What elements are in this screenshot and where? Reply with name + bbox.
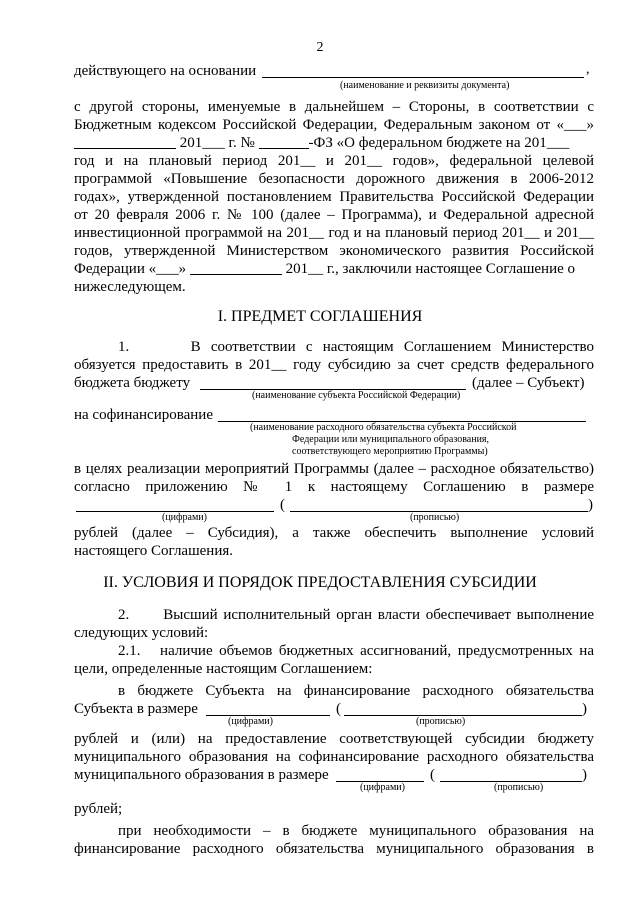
text-line: муниципального образования в размере [74,767,329,783]
text-line: программой «Повышение безопасности дорожного движения в 2006-2012 [74,171,594,187]
text-line: от 20 февраля 2006 г. № 100 (далее – Программа), и Федеральной адресной [74,207,594,223]
text-line: Бюджетным кодексом Российской Федерации, Федеральным законом от «___» [74,117,594,133]
text-line: годах», утвержденной постановлением Правительства Российской Федерации [74,189,594,205]
text-line: муниципального образования на софинансирование расходного обязательства [74,749,594,765]
text-fragment: , [586,62,590,77]
text-line: цели, определенные настоящим Соглашением: [74,661,373,677]
text-fragment: -ФЗ «О федеральном бюджете на 201___ [308,135,570,151]
blank-line [262,76,584,78]
text-line: 2. Высший исполнительный орган власти обеспечивает выполнение [118,607,594,623]
field-caption: соответствующего мероприятию Программы) [292,446,488,457]
field-caption: (наименование и реквизиты документа) [340,80,510,91]
text-fragment: ) [588,497,593,513]
text-line [74,134,594,152]
text-line: согласно приложению № 1 к настоящему Соглашению в размере [74,479,594,495]
text-line: годов, утвержденной Министерством экономического развития Российской [74,243,594,259]
text-fragment: 201__ г., заключили настоящее Соглашение о [285,261,576,277]
text-line: Субъекта в размере [74,701,198,717]
section-heading: II. УСЛОВИЯ И ПОРЯДОК ПРЕДОСТАВЛЕНИЯ СУБСИДИИ [103,574,537,591]
text-line: настоящего Соглашения. [74,543,234,559]
field-caption: (прописью) [494,782,544,793]
field-caption: (наименование субъекта Российской Федерации) [252,390,461,401]
field-caption: (прописью) [410,512,460,523]
text-fragment: действующего на основании [74,63,257,79]
text-fragment: 201___ г. № [179,135,255,151]
text-line: следующих условий: [74,625,209,641]
text-line: в целях реализации мероприятий Программы (далее – расходное обязательство) [74,461,594,477]
text-line: с другой стороны, именуемые в дальнейшем – Стороны, в соответствии с [74,99,594,115]
text-line: инвестиционной программой на 201__ год и на плановый период 201__ и 201__ [74,225,594,241]
field-caption: (прописью) [416,716,466,727]
text-line: на софинансирование [74,407,213,423]
page-number: 2 [316,40,324,55]
blank-line [190,260,282,275]
text-fragment: Федерации «___» [74,261,187,277]
text-line: обязуется предоставить в 201__ году субсидию за счет средств федерального [74,357,594,373]
text-fragment: ( [430,767,435,783]
text-line: при необходимости – в бюджете муниципального образования на [118,823,594,839]
blank-line [259,134,309,149]
text-line: 1. В соответствии с настоящим Соглашением Министерство [118,339,594,355]
field-caption: Федерации или муниципального образования, [292,434,490,445]
text-line: в бюджете Субъекта на финансирование расходного обязательства [118,683,594,699]
blank-line [74,134,176,149]
section-heading: I. ПРЕДМЕТ СОГЛАШЕНИЯ [217,308,423,325]
text-fragment: бюджета бюджету [74,375,191,391]
text-fragment: ) [582,767,587,783]
field-caption: (наименование расходного обязательства субъекта Российской [250,422,517,433]
text-fragment: ( [336,701,341,717]
text-line: рублей и (или) на предоставление соответствующей субсидии бюджету [74,731,594,747]
text-fragment: (далее – Субъект) [472,375,585,391]
text-line: рублей; [74,801,123,817]
text-fragment: ( [280,497,285,513]
text-line: рублей (далее – Субсидия), а также обеспечить выполнение условий [74,525,594,541]
text-line: 2.1. наличие объемов бюджетных ассигнований, предусмотренных на [118,643,594,659]
field-caption: (цифрами) [228,716,273,727]
text-line: нижеследующем. [74,279,186,295]
text-fragment: ) [582,701,587,717]
text-line [74,260,594,278]
text-line: год и на плановый период 201__ и 201__ годов», федеральной целевой [74,153,594,169]
field-caption: (цифрами) [360,782,405,793]
field-caption: (цифрами) [162,512,207,523]
text-line: финансирование расходного обязательства муниципального образования в [74,841,594,857]
